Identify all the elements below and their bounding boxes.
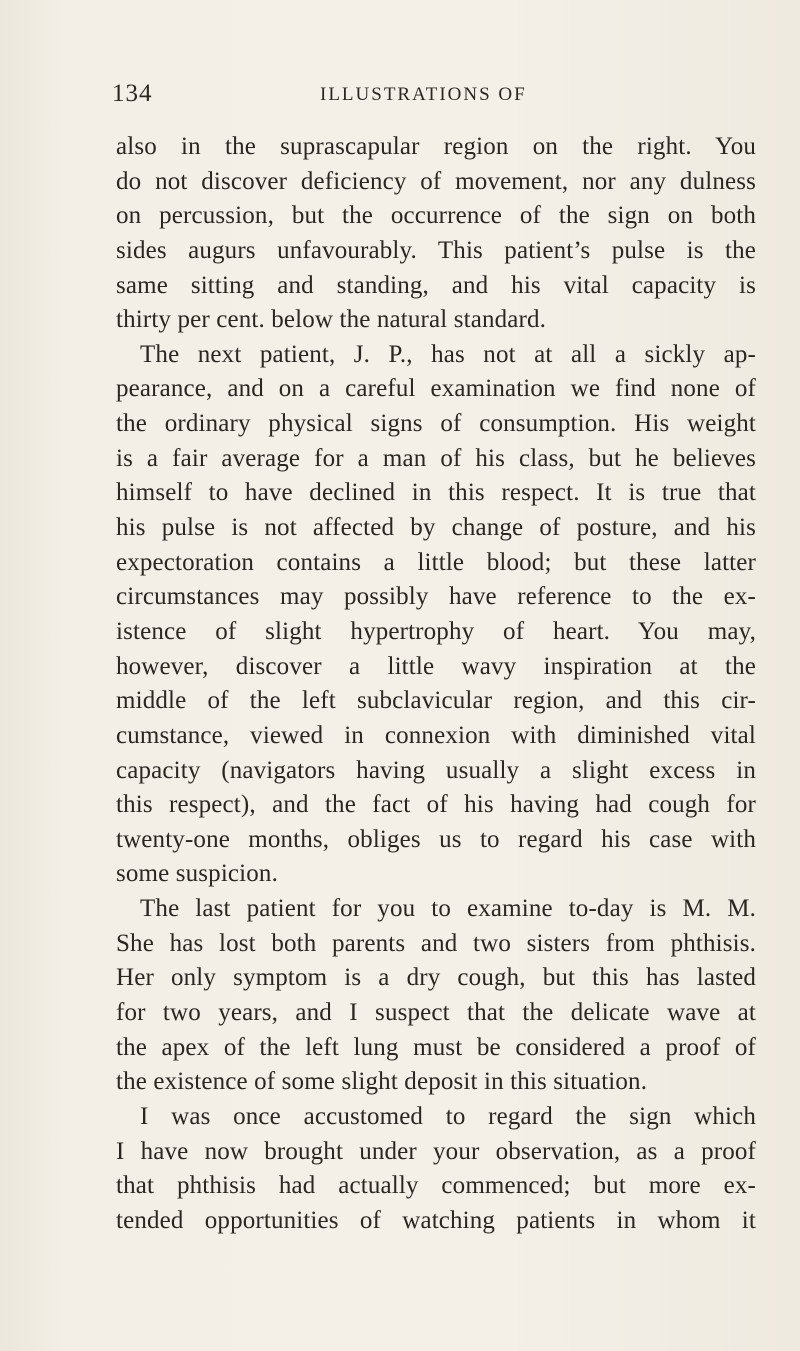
- page-number: 134: [112, 80, 153, 107]
- text-line: this respect), and the fact of his having had cough for: [116, 791, 756, 819]
- text-line: on percussion, but the occurrence of the sign on both: [116, 202, 756, 230]
- text-line: thirty per cent. below the natural standard.: [116, 306, 547, 334]
- text-line: that phthisis had actually commenced; but more ex-: [116, 1172, 756, 1200]
- text-line: tended opportunities of watching patients in whom it: [116, 1206, 756, 1234]
- text-line: The next patient, J. P., has not at all a sickly ap-: [140, 340, 756, 368]
- text-line: circumstances may possibly have reference to the ex-: [116, 583, 756, 611]
- text-line: the existence of some slight deposit in this situation.: [116, 1068, 648, 1096]
- text-line: istence of slight hypertrophy of heart. You may,: [116, 617, 756, 645]
- text-line: cumstance, viewed in connexion with diminished vital: [116, 721, 756, 749]
- text-line: I have now brought under your observation, as a proof: [116, 1137, 756, 1165]
- text-line: I was once accustomed to regard the sign which: [140, 1102, 756, 1130]
- text-line: however, discover a little wavy inspiration at the: [116, 652, 756, 680]
- text-line: middle of the left subclavicular region, and this cir-: [116, 687, 756, 715]
- text-line: expectoration contains a little blood; but these latter: [116, 548, 756, 576]
- text-line: Her only symptom is a dry cough, but this has lasted: [116, 964, 756, 992]
- text-line: is a fair average for a man of his class, but he believes: [116, 444, 756, 472]
- text-line: also in the suprascapular region on the right. You: [116, 133, 756, 160]
- text-line: the apex of the left lung must be considered a proof of: [116, 1033, 756, 1061]
- text-line: himself to have declined in this respect. It is true that: [116, 479, 756, 507]
- text-line: The last patient for you to examine to-day is M. M.: [140, 895, 756, 923]
- text-line: twenty-one months, obliges us to regard his case with: [116, 825, 756, 853]
- body-text: [116, 130, 756, 1239]
- text-line: capacity (navigators having usually a slight excess in: [116, 756, 756, 784]
- running-title: ILLUSTRATIONS OF: [320, 84, 527, 105]
- running-head: [112, 80, 742, 110]
- text-line: She has lost both parents and two sisters from phthisis.: [116, 929, 756, 957]
- text-line: do not discover deficiency of movement, nor any dulness: [116, 167, 756, 195]
- text-line: his pulse is not affected by change of posture, and his: [116, 514, 756, 542]
- text-line: some suspicion.: [116, 860, 278, 888]
- text-line: sides augurs unfavourably. This patient’s pulse is the: [116, 236, 756, 264]
- text-line: pearance, and on a careful examination we find none of: [116, 375, 756, 403]
- text-line: for two years, and I suspect that the delicate wave at: [116, 999, 756, 1027]
- text-line: the ordinary physical signs of consumption. His weight: [116, 410, 756, 438]
- text-line: same sitting and standing, and his vital capacity is: [116, 271, 756, 299]
